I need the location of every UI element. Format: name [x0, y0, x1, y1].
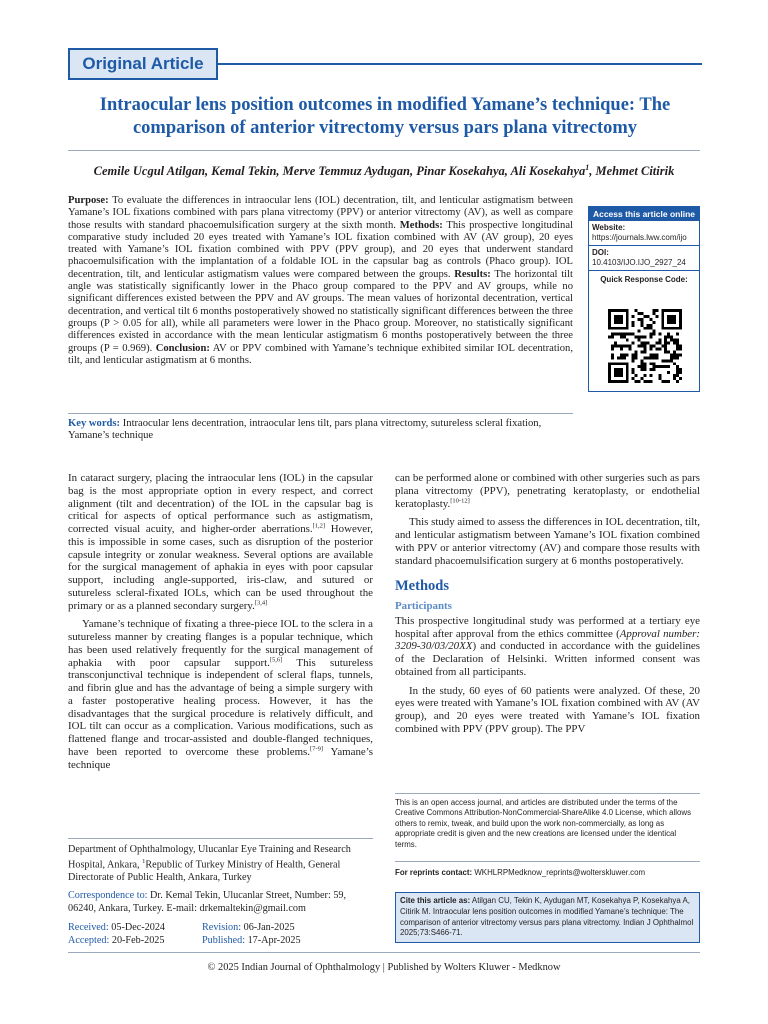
- affiliation-text: [68, 844, 373, 884]
- website-label: Website:: [592, 223, 626, 232]
- authors-main: Cemile Ucgul Atilgan, Kemal Tekin, Merve Temmuz Aydugan, Pinar Kosekahya, Ali Kosekahya: [93, 164, 586, 179]
- page-footer: © 2025 Indian Journal of Ophthalmology | Published by Wolters Kluwer - Medknow: [207, 962, 561, 973]
- body-left-column: [68, 472, 373, 771]
- published-date: 17-Apr-2025: [245, 934, 301, 946]
- methods-p1-text-b: ) and conducted in accordance with the guidelines of the Declaration of Helsinki. Written informed consent was obtained from all participants.: [395, 640, 700, 678]
- abstract-purpose-text: To evaluate the differences in intraocular lens (IOL) decentration, tilt, and lenticular astigmatism between Yamane’s IOL fixations combined with pars plana vitrectomy (PPV) or anterior vitrectomy (AV), as well as compare those results with standard phacoemulsification surgery at the sixth month.: [68, 195, 573, 231]
- citation-ref[interactable]: [10-12]: [450, 496, 470, 504]
- title-divider: [68, 150, 700, 151]
- methods-p1-text: This prospective longitudinal study was performed at a tertiary eye hospital after approval from the ethics committee (: [395, 614, 700, 640]
- abstract-results-label: Results:: [454, 268, 491, 280]
- intro-paragraph-2: [68, 618, 373, 771]
- correspondence-text: Dr. Kemal Tekin, Ulucanlar Street, Number: 59, 06240, Ankara, Turkey. E-mail: drkemaltekin@gmail.com: [68, 890, 347, 914]
- abstract-conclusion-label: Conclusion:: [155, 342, 210, 354]
- citation-ref[interactable]: [3,4]: [254, 598, 268, 606]
- intro-p2-text: Yamane’s technique of fixating a three-piece IOL to the sclera in a sutureless manner by creating flanges is a popular technique, which has been used relatively frequently for the surgical management of aphakia with poor capsular support.: [68, 618, 373, 669]
- correspondence-label: Correspondence to:: [68, 890, 148, 902]
- participants-subheading: Participants: [395, 600, 452, 612]
- affiliation-2: Republic of Turkey Ministry of Health, General Directorate of Public Health, Ankara, Turkey: [68, 859, 341, 883]
- cite-text: Atilgan CU, Tekin K, Aydugan MT, Kosekahya P, Kosekahya A, Citirik M. Intraocular lens position outcomes in modified Yamane’s technique: The comparison of anterior vitrectomy versus pars plana vitrectomy. Indian J Ophthalmol 2025;73:S466-71.: [400, 896, 694, 938]
- article-title: Intraocular lens position outcomes in modified Yamane’s technique: The comparison of anterior vitrectomy versus pars plana vitrectomy: [99, 95, 671, 138]
- keywords-label: Key words:: [68, 418, 121, 429]
- license-notice: This is an open access journal, and articles are distributed under the terms of the Creative Commons Attribution-NonCommercial-ShareAlike 4.0 License, which allows others to remix, tweak, and build upon the work non-commercially, as long as appropriate credit is given and the new creations are licensed under the identical terms.: [395, 798, 692, 849]
- abstract-conclusion-text: AV or PPV combined with Yamane’s technique exhibited similar IOL decentration, tilt, and lenticular astigmatism at 6 months.: [68, 342, 573, 366]
- accepted-label: Accepted:: [68, 934, 110, 946]
- article-type-badge: [68, 48, 218, 80]
- intro-paragraph-4: This study aimed to assess the differences in IOL decentration, tilt, and lenticular astigmatism between Yamane’s IOL fixation combined with PPV or anterior vitrectomy (AV) and compare those results with standard phacoemulsification surgery at 6 months postoperatively.: [395, 516, 700, 567]
- revision-label: Revision:: [202, 922, 242, 933]
- citation-ref[interactable]: [5,6]: [269, 655, 283, 663]
- author-affiliation-sup: 1: [585, 163, 590, 172]
- intro-paragraph-3: [395, 472, 700, 510]
- reprints-email[interactable]: WKHLRPMedknow_reprints@wolterskluwer.com: [472, 868, 646, 877]
- reprints-divider: [395, 861, 700, 862]
- intro-p2-text-b: This sutureless transconjunctival technique is independent of scleral flaps, tunnels, and fibrin glue and has the advantage of being a simple surgery with a faster postoperative healing process. However, it has the disadvantages that the surgical procedure is relatively difficult, and IOL tilt can occur as a complication. Various modifications, such as flattened flange and trocar-assisted and double-flanged techniques, have been reported to overcome these problems.: [68, 656, 373, 758]
- keywords: [68, 418, 573, 443]
- body-right-column: [395, 472, 700, 736]
- revision-date: 06-Jan-2025: [241, 922, 295, 933]
- reprints-contact: [395, 868, 700, 877]
- published-label: Published:: [202, 934, 246, 946]
- citation-box: [395, 892, 700, 943]
- author-list: [68, 163, 700, 179]
- abstract-results-text: The horizontal tilt angle was statistically significantly lower in the Phaco group compared to the PPV and AV groups, while no significant differences existed between the PPV and AV groups. The mean values of horizontal decentration, vertical decentration, and vertical tilt 6 months postoperatively showed no statistically significant differences between the three groups (P > 0.05 for all), while all parameters were lower in the Phaco group. Moreover, no statistically significant differences existed in accordance with the mean lenticular astigmatism 6 months postoperatively between the three groups (P = 0.969).: [68, 268, 574, 354]
- intro-p1-text: In cataract surgery, placing the intraocular lens (IOL) in the capsular bag is the most appropriate option in every respect, and correct alignment (tilt and decentration) of the IOL in the capsular bag is critical for aspects of optical performance such as astigmatism, corrected visual acuity, and higher-order aberrations.: [68, 472, 373, 535]
- affiliation-sup: 1: [142, 858, 146, 866]
- affiliation-divider: [68, 838, 373, 839]
- dates-row-2: [68, 935, 373, 948]
- reprints-label: For reprints contact:: [395, 868, 473, 877]
- received-date: 05-Dec-2024: [108, 922, 166, 933]
- cite-label: Cite this article as:: [400, 896, 471, 905]
- authors-last: , Mehmet Citirik: [589, 164, 675, 179]
- doi-label: DOI:: [592, 248, 609, 257]
- accepted-date: 20-Feb-2025: [109, 934, 165, 946]
- doi-section: [589, 246, 699, 271]
- qr-code-label: Quick Response Code:: [600, 275, 688, 284]
- abstract-methods-text: This prospective longitudinal comparative study included 20 eyes treated with Yamane’s IOL fixation combined with AV (AV group), 20 eyes treated with Yamane’s IOL fixation combined with PPV (PPV group), and 20 eyes that underwent standard phacoemulsification with the implantation of a foldable IOL in the capsular bag as controls (Phaco group). IOL decentration, tilt, and lenticular astigmatism values were compared between the groups.: [68, 219, 573, 280]
- intro-p3-text: can be performed alone or combined with other surgeries such as pars plana vitrectomy (PPV), penetrating keratoplasty, or endothelial keratoplasty.: [395, 472, 700, 510]
- intro-paragraph-1: [68, 472, 373, 612]
- license-divider: [395, 793, 700, 794]
- qr-code-icon[interactable]: [608, 309, 682, 383]
- dates-row-1: [68, 922, 373, 935]
- access-box-heading: Access this article online: [589, 207, 699, 221]
- affiliation-1: Department of Ophthalmology, Ulucanlar Eye Training and Research Hospital, Ankara,: [68, 844, 351, 871]
- approval-number: Approval number: 3209-30/03/20XX: [395, 627, 701, 653]
- intro-p1-text-b: However, this is impossible in some cases, such as disruption of the posterior capsule integrity or zonular weakness. Several options are available for the surgical management of aphakia in eyes with poor capsular support, including angle-supported, iris-claw, and sutured or sutureless scleral-fixated IOLs, which can be used throughout the primary or as a planned secondary surgery.: [68, 523, 373, 612]
- citation-ref[interactable]: [7-9]: [310, 745, 324, 753]
- keywords-divider: [68, 413, 573, 414]
- keywords-text: Intraocular lens decentration, intraocular lens tilt, pars plana vitrectomy, sutureless scleral fixation, Yamane’s technique: [68, 418, 542, 442]
- footer-divider: [68, 952, 700, 953]
- correspondence: [68, 890, 373, 915]
- article-dates: [68, 922, 373, 947]
- affiliation-block: [68, 844, 373, 915]
- doi-link[interactable]: 10.4103/IJO.IJO_2927_24: [592, 258, 686, 267]
- website-link[interactable]: https://journals.lww.com/ijo: [592, 233, 687, 242]
- citation-ref[interactable]: [1,2]: [312, 522, 326, 530]
- website-section: [589, 221, 699, 246]
- methods-paragraph-1: [395, 615, 700, 679]
- abstract-methods-label: Methods:: [399, 219, 443, 231]
- abstract-purpose-label: Purpose:: [68, 195, 109, 206]
- header-rule: [218, 63, 702, 65]
- badge-label: Original Article: [82, 54, 204, 73]
- received-label: Received:: [68, 922, 109, 933]
- methods-heading: Methods: [395, 578, 449, 595]
- intro-p2-text-c: Yamane’s technique: [68, 745, 373, 771]
- abstract: [68, 195, 573, 367]
- methods-paragraph-2: In the study, 60 eyes of 60 patients were analyzed. Of these, 20 eyes were treated with Yamane’s IOL fixation combined with AV (AV group), and 20 eyes were treated with Yamane’s IOL fixation combined with PPV (PPV group). The PPV: [395, 684, 700, 735]
- access-online-box: [588, 206, 700, 392]
